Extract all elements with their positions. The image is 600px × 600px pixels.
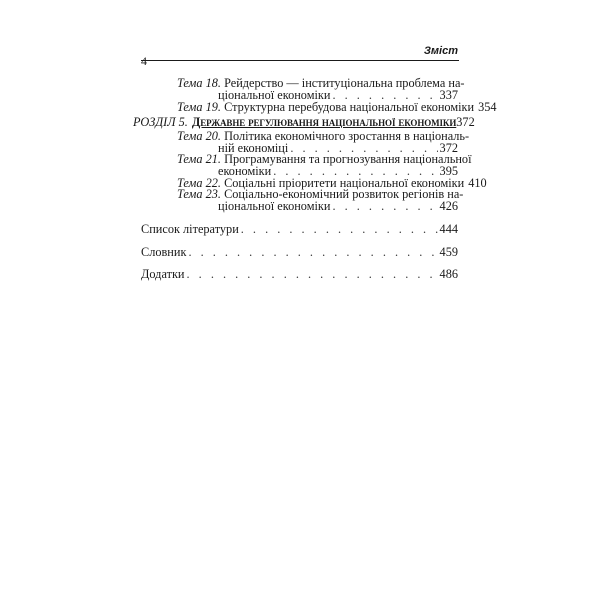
toc-entry-title-line: Структурна перебудова національної економіки [224, 100, 475, 114]
toc-entry-title-line: Політика економічного зростання в національ- [224, 129, 470, 143]
toc-entry-title-line: Словник [141, 245, 187, 259]
toc-page-number: 337 [439, 88, 458, 102]
toc-page-number: 410 [468, 176, 487, 190]
page-number: 4 [141, 54, 147, 68]
toc-entry-topic-19 [177, 100, 497, 114]
leader-dots [188, 246, 437, 258]
toc-entry-title-line: економіки [218, 164, 272, 178]
toc-entry-title-line: Рейдерство — інституціональна проблема на- [224, 76, 465, 90]
toc-entry-label: Тема 19. [177, 100, 221, 114]
leader-dots [187, 268, 438, 280]
section-title: Державне регулювання національної економіки [191, 115, 457, 129]
toc-entry-glossary [141, 246, 458, 258]
toc-entry-title-line: Соціальні пріоритети національної економіки [224, 176, 465, 190]
toc-section-5 [133, 115, 475, 129]
toc-entry-label: Тема 22. [177, 176, 221, 190]
toc-page-number: 459 [439, 245, 458, 259]
toc-entry-references [141, 223, 458, 235]
toc-page-number: 426 [439, 199, 458, 213]
running-title: Зміст [423, 45, 458, 57]
toc-entry-title-line: ній економіці [218, 141, 289, 155]
toc-entry-appendices [141, 268, 458, 280]
toc-entry-label: Тема 23. [177, 187, 221, 201]
toc-entry-title-line: Соціально-економічний розвиток регіонів на- [224, 187, 464, 201]
toc-entry-label: Тема 18. [177, 76, 221, 90]
leader-dots [332, 200, 437, 212]
toc-page-number: 372 [439, 141, 458, 155]
toc-entry-label: Тема 21. [177, 152, 221, 166]
toc-page-number: 372 [456, 115, 475, 129]
section-label: РОЗДІЛ 5. [133, 115, 188, 129]
toc-page-number: 354 [478, 100, 497, 114]
toc-entry-title-line: ціональної економіки [218, 88, 331, 102]
toc-entry-title-line: Список літератури [141, 222, 239, 236]
toc-entry-title-line: Додатки [141, 267, 185, 281]
toc-entry-title-line: ціональної економіки [218, 199, 331, 213]
header-rule [141, 60, 459, 61]
toc-page-number: 486 [439, 267, 458, 281]
toc-page-number: 395 [439, 164, 458, 178]
toc-page-number: 444 [439, 222, 458, 236]
toc-entry-title-line: Програмування та прогнозування національної [224, 152, 472, 166]
leader-dots [241, 223, 438, 235]
toc-entry-topic-23-cont [218, 200, 458, 212]
toc-entry-label: Тема 20. [177, 129, 221, 143]
